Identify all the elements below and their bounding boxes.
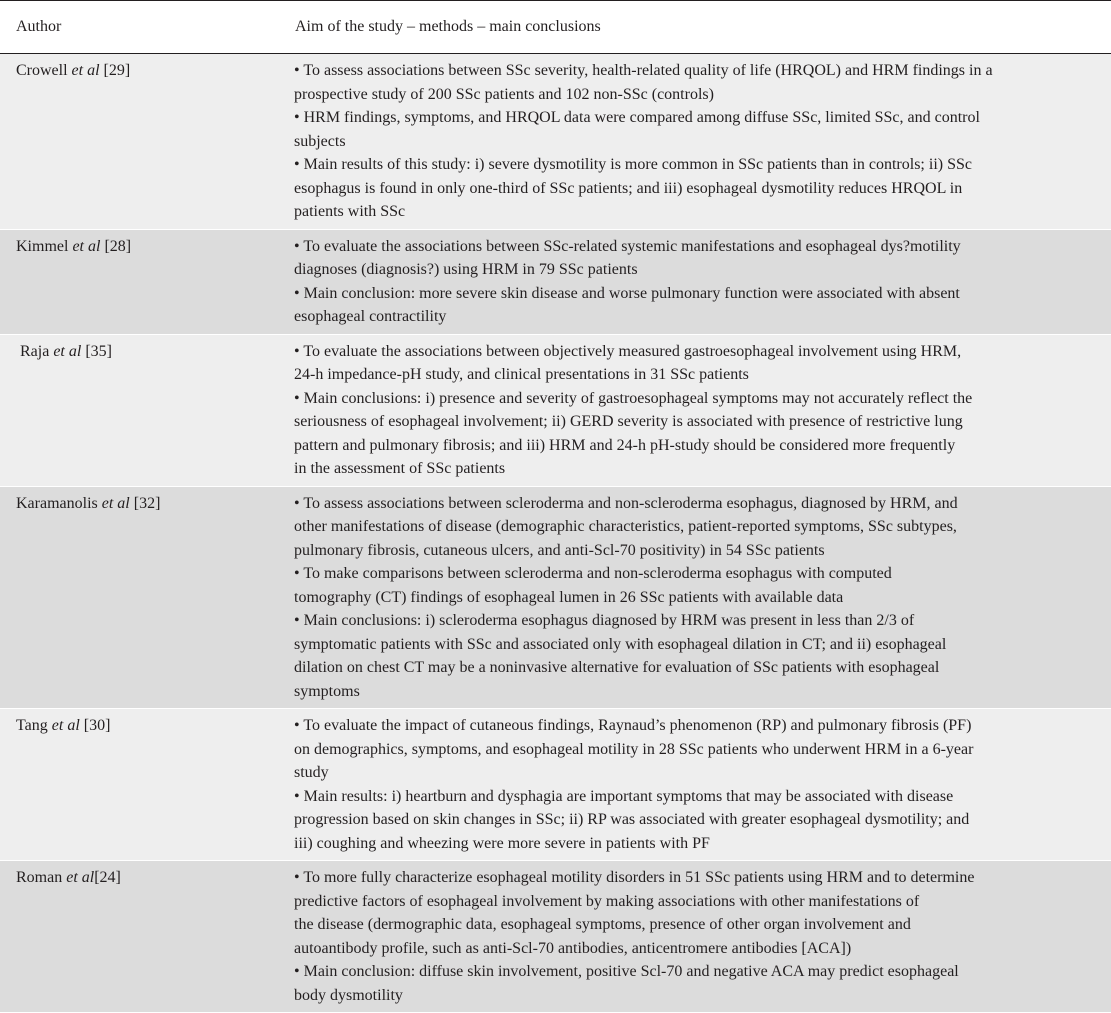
- table-row: [0, 229, 1111, 334]
- text-line: • To more fully characterize esophageal motility disorders in 51 SSc patients using HRM and to determine: [294, 869, 975, 886]
- author-reference: [32]: [129, 494, 161, 512]
- author-reference: [35]: [81, 342, 112, 360]
- text-line: esophageal contractility: [294, 308, 447, 325]
- text-line: predictive factors of esophageal involvement by making associations with other manifestations of: [294, 892, 920, 910]
- author-name: Raja: [16, 342, 50, 360]
- header-row: [0, 1, 1111, 54]
- author-reference: [30]: [79, 717, 111, 734]
- text-line: pattern and pulmonary fibrosis; and iii) HRM and 24-h pH-study should be considered more frequently: [294, 436, 956, 454]
- text-line: subjects: [294, 132, 346, 150]
- author-etal: et al: [66, 869, 95, 886]
- bullet-item: [294, 153, 1099, 224]
- bullet-item: [294, 106, 1099, 153]
- author-reference: [24]: [94, 869, 121, 886]
- text-line: esophagus is found in only one-third of SSc patients; and iii) esophageal dysmotility reduces HRQOL in: [294, 179, 963, 197]
- text-line: • Main results of this study: i) severe dysmotility is more common in SSc patients than in controls; ii) SSc: [294, 156, 972, 173]
- text-line: • To evaluate the impact of cutaneous findings, Raynaud’s phenomenon (RP) and pulmonary fibrosis (PF): [294, 717, 972, 734]
- text-line: pulmonary fibrosis, cutaneous ulcers, and anti-Scl-70 positivity) in 54 SSc patients: [294, 541, 825, 559]
- bullet-item: [294, 562, 1099, 609]
- bullet-item: [294, 340, 1099, 387]
- table-row: [0, 54, 1111, 230]
- text-line: • To assess associations between scleroderma and non-scleroderma esophagus, diagnosed by HRM, and: [294, 494, 958, 512]
- aim-cell: [276, 229, 1111, 334]
- text-line: • To evaluate the associations between SSc-related systemic manifestations and esophageal dys?motility: [294, 237, 961, 255]
- text-line: • Main conclusions: i) scleroderma esophagus diagnosed by HRM was present in less than 2/3 of: [294, 612, 915, 629]
- text-line: dilation on chest CT may be a noninvasive alternative for evaluation of SSc patients with esophageal: [294, 659, 940, 676]
- bullet-item: [294, 714, 1099, 785]
- text-line: tomography (CT) findings of esophageal lumen in 26 SSc patients with available data: [294, 588, 844, 606]
- bullet-item: [294, 960, 1099, 1007]
- bullet-item: [294, 609, 1099, 703]
- bullet-item: [294, 785, 1099, 856]
- text-line: iii) coughing and wheezing were more severe in patients with PF: [294, 834, 710, 852]
- text-line: • To evaluate the associations between objectively measured gastroesophageal involvement using HRM,: [294, 342, 962, 360]
- text-line: • Main conclusions: i) presence and severity of gastroesophageal symptoms may not accurately reflect the: [294, 389, 973, 407]
- table-row: [0, 861, 1111, 1013]
- bullet-item: [294, 387, 1099, 481]
- author-reference: [28]: [100, 237, 132, 255]
- text-line: • Main results: i) heartburn and dysphagia are important symptoms that may be associated with disease: [294, 787, 954, 805]
- text-line: in the assessment of SSc patients: [294, 460, 506, 477]
- author-cell: [0, 709, 276, 861]
- text-line: patients with SSc: [294, 203, 406, 220]
- author-name: Kimmel: [16, 237, 69, 255]
- table-row: [0, 486, 1111, 709]
- text-line: diagnoses (diagnosis?) using HRM in 79 SSc patients: [294, 261, 638, 278]
- header-author: Author: [0, 1, 276, 54]
- bullet-item: [294, 235, 1099, 282]
- text-line: other manifestations of disease (demographic characteristics, patient-reported symptoms, SSc subtypes,: [294, 518, 957, 535]
- author-cell: [0, 229, 276, 334]
- author-cell: [0, 861, 276, 1013]
- text-line: • To make comparisons between scleroderma and non-scleroderma esophagus with computed: [294, 565, 892, 582]
- author-name: Roman: [16, 869, 63, 886]
- author-reference: [29]: [99, 62, 131, 79]
- text-line: on demographics, symptoms, and esophageal motility in 28 SSc patients who underwent HRM in a 6-year: [294, 740, 974, 758]
- table-row: [0, 709, 1111, 861]
- author-etal: et al: [72, 237, 101, 255]
- text-line: • To assess associations between SSc severity, health-related quality of life (HRQOL) and HRM findings in a: [294, 62, 993, 79]
- bullet-item: [294, 59, 1099, 106]
- table-body: [0, 54, 1111, 1013]
- author-cell: [0, 334, 276, 486]
- text-line: • Main conclusion: diffuse skin involvement, positive Scl-70 and negative ACA may predict esophageal: [294, 963, 959, 980]
- aim-cell: [276, 54, 1111, 230]
- header-aim: Aim of the study – methods – main conclusions: [276, 1, 1111, 54]
- author-name: Crowell: [16, 62, 68, 79]
- text-line: seriousness of esophageal involvement; ii) GERD severity is associated with presence of restrictive lung: [294, 413, 963, 430]
- author-cell: [0, 54, 276, 230]
- text-line: the disease (dermographic data, esophageal symptoms, presence of other organ involvement and: [294, 916, 911, 933]
- bullet-item: [294, 282, 1099, 329]
- text-line: study: [294, 764, 329, 781]
- aim-cell: [276, 709, 1111, 861]
- text-line: • Main conclusion: more severe skin disease and worse pulmonary function were associated with absent: [294, 284, 960, 302]
- aim-cell: [276, 861, 1111, 1013]
- author-etal: et al: [71, 62, 100, 79]
- text-line: autoantibody profile, such as anti-Scl-70 antibodies, anticentromere antibodies [ACA]): [294, 939, 852, 957]
- text-line: symptoms: [294, 682, 360, 700]
- table-row: [0, 334, 1111, 486]
- aim-cell: [276, 486, 1111, 709]
- author-cell: [0, 486, 276, 709]
- text-line: symptomatic patients with SSc and associated only with esophageal dilation in CT; and ii) esophageal: [294, 635, 947, 653]
- text-line: • HRM findings, symptoms, and HRQOL data were compared among diffuse SSc, limited SSc, and control: [294, 109, 980, 126]
- author-name: Karamanolis: [16, 494, 98, 512]
- text-line: 24-h impedance-pH study, and clinical presentations in 31 SSc patients: [294, 366, 749, 383]
- author-name: Tang: [16, 717, 48, 734]
- text-line: body dysmotility: [294, 986, 403, 1004]
- author-etal: et al: [51, 717, 80, 734]
- text-line: prospective study of 200 SSc patients and 102 non-SSc (controls): [294, 85, 714, 103]
- author-etal: et al: [101, 494, 130, 512]
- bullet-item: [294, 492, 1099, 563]
- author-etal: et al: [53, 342, 82, 360]
- text-line: progression based on skin changes in SSc; ii) RP was associated with greater esophageal dysmotility; and: [294, 811, 970, 828]
- aim-cell: [276, 334, 1111, 486]
- bullet-item: [294, 866, 1099, 960]
